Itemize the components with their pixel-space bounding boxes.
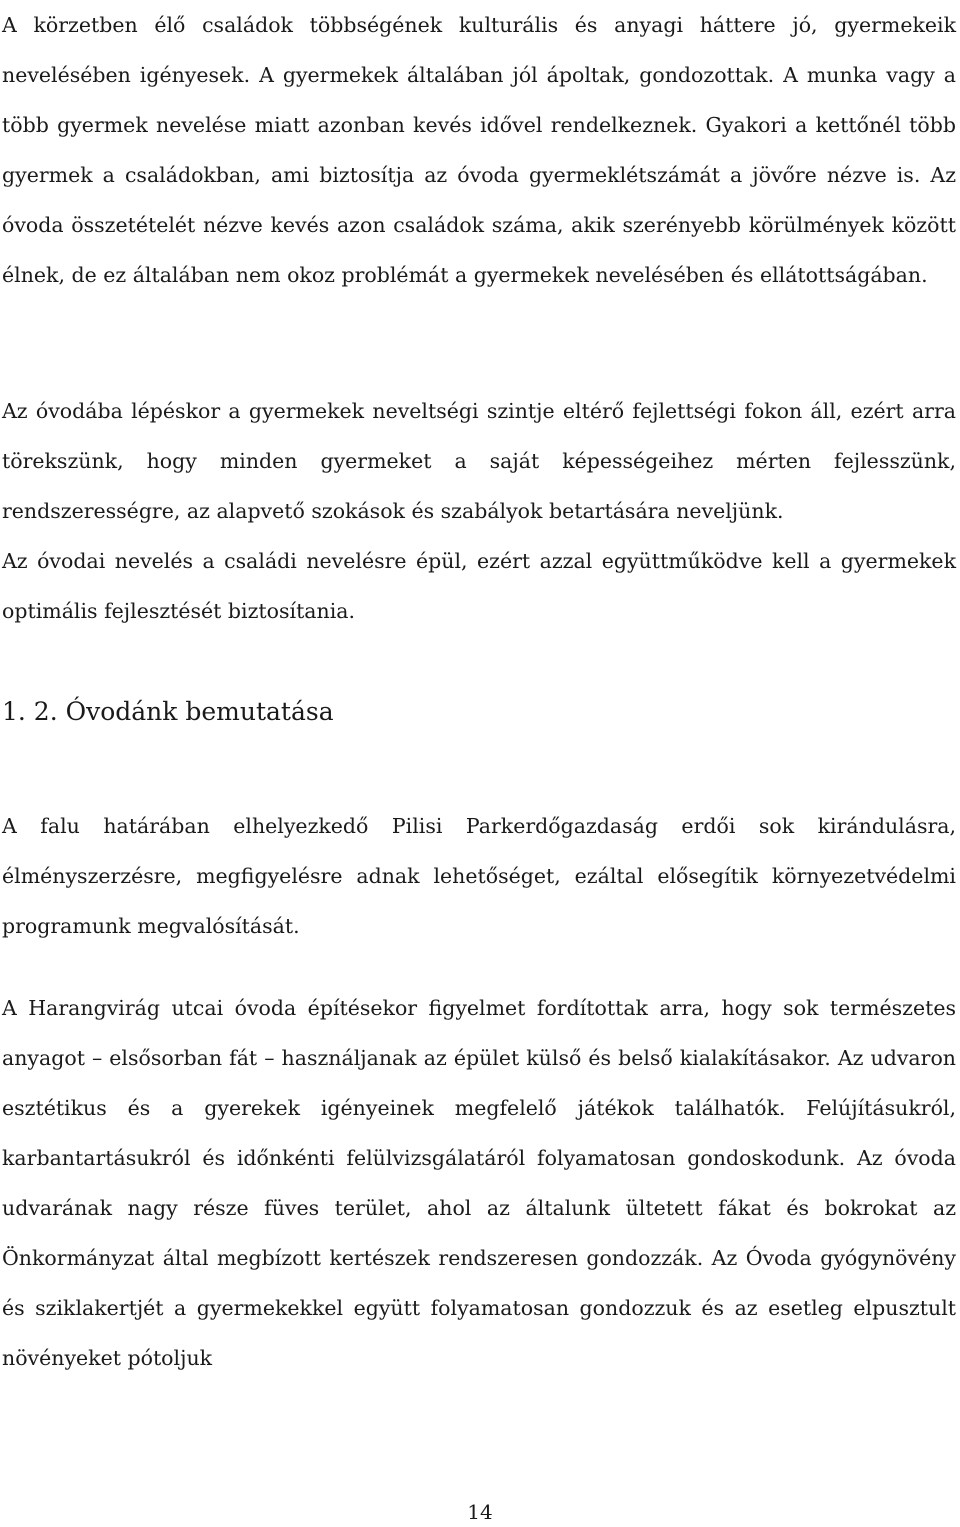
paragraph-family-background: A körzetben élő családok többségének kulturális és anyagi háttere jó, gyermekeik nevelésében igényesek. A gyermekek általában jól ápoltak, gondozottak. A munka vagy a több gyermek nevelése miatt azonban kevés idővel rendelkeznek. Gyakori a kettőnél több gyermek a családokban, ami biztosítja az óvoda gyermeklétszámát a jövőre nézve is. Az óvoda összetételét nézve kevés azon családok száma, akik szerényebb körülmények között élnek, de ez általában nem okoz problémát a gyermekek nevelésében és ellátottságában. <box>2 13 956 287</box>
section-heading: 1. 2. Óvodánk bemutatása <box>2 697 334 726</box>
paragraph-forest-surroundings: A falu határában elhelyezkedő Pilisi Parkerdőgazdaság erdői sok kirándulásra, élményszerzésre, megfigyelésre adnak lehetőséget, ezáltal elősegítik környezetvédelmi programunk megvalósítását. <box>2 814 956 938</box>
paragraph-upbringing-level: Az óvodába lépéskor a gyermekek neveltségi szintje eltérő fejlettségi fokon áll, ezért arra törekszünk, hogy minden gyermeket a saját képességeihez mérten fejlesszünk, rendszerességre, az alapvető szokások és szabályok betartására neveljünk. <box>2 399 956 523</box>
paragraph-family-cooperation: Az óvodai nevelés a családi nevelésre épül, ezért azzal együttműködve kell a gyermekek optimális fejlesztését biztosítania. <box>2 549 956 623</box>
paragraph-building-and-yard: A Harangvirág utcai óvoda építésekor figyelmet fordítottak arra, hogy sok természetes anyagot – elsősorban fát – használjanak az épület külső és belső kialakításakor. Az udvaron esztétikus és a gyerekek igényeinek megfelelő játékok találhatók. Felújításukról, karbantartásukról és időnkénti felülvizsgálatáról folyamatosan gondoskodunk. Az óvoda udvarának nagy része füves terület, ahol az általunk ültetett fákat és bokrokat az Önkormányzat által megbízott kertészek rendszeresen gondozzák. Az Óvoda gyógynövény és sziklakertjét a gyermekekkel együtt folyamatosan gondozzuk és az esetleg elpusztult növényeket pótoljuk <box>2 996 956 1370</box>
page-number: 14 <box>467 1500 493 1524</box>
